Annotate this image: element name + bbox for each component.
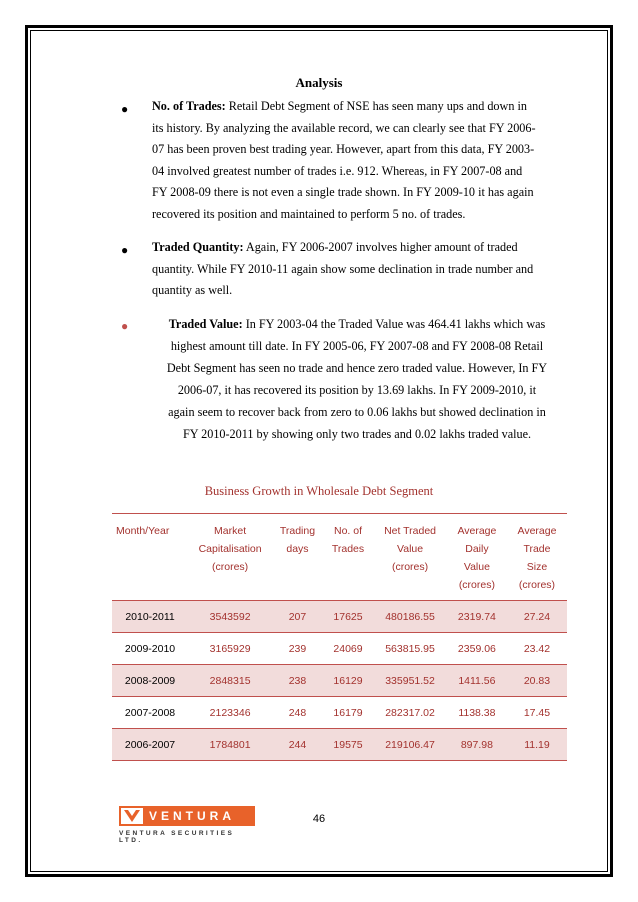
table-cell: 16129 <box>323 665 373 697</box>
table-cell: 207 <box>272 601 323 633</box>
paragraph-traded-value <box>148 313 566 445</box>
table-cell: 11.19 <box>507 729 567 761</box>
table-cell: 2008-2009 <box>112 665 188 697</box>
table-cell: 2010-2011 <box>112 601 188 633</box>
paragraph-line: Retail Debt Segment of NSE has seen many ups and down in <box>228 99 527 113</box>
table-cell: 219106.47 <box>373 729 447 761</box>
table-cell: 1784801 <box>188 729 272 761</box>
logo-subtitle: VENTURA SECURITIES LTD. <box>119 830 235 844</box>
paragraph-line: FY 2010-2011 by showing only two trades and 0.02 lakhs traded value. <box>182 427 532 441</box>
table-cell: 2848315 <box>188 665 272 697</box>
table-cell: 1138.38 <box>447 697 507 729</box>
bullet-icon: ● <box>121 102 129 116</box>
table-cell: 3165929 <box>188 633 272 665</box>
paragraph-trades <box>152 96 562 225</box>
table-row <box>112 665 567 697</box>
section-heading: Analysis <box>295 75 343 90</box>
paragraph-line: 2006-07, it has recovered its position by 13.69 lakhs. In FY 2009-2010, it <box>177 383 537 397</box>
table-cell: 244 <box>272 729 323 761</box>
table-title: Business Growth in Wholesale Debt Segment <box>204 484 434 498</box>
table-cell: 2006-2007 <box>112 729 188 761</box>
col-header-month-year: Month/Year <box>112 514 188 601</box>
table-cell: 238 <box>272 665 323 697</box>
logo-name: VENTURA <box>149 809 236 823</box>
col-header-net-traded-value: Net Traded Value (crores) <box>373 514 447 601</box>
table-cell: 1411.56 <box>447 665 507 697</box>
paragraph-line: quantity as well. <box>152 283 233 297</box>
table-cell: 248 <box>272 697 323 729</box>
table-cell: 2319.74 <box>447 601 507 633</box>
table-cell: 27.24 <box>507 601 567 633</box>
paragraph-line: highest amount till date. In FY 2005-06, FY 2007-08 and FY 2008-08 Retail <box>170 339 544 353</box>
col-header-no-of-trades: No. of Trades <box>323 514 373 601</box>
table-cell: 2009-2010 <box>112 633 188 665</box>
table-cell: 2007-2008 <box>112 697 188 729</box>
paragraph-line: again seem to recover back from zero to 0.06 lakhs but showed declination in <box>168 405 546 419</box>
table-cell: 335951.52 <box>373 665 447 697</box>
table-row <box>112 729 567 761</box>
col-header-avg-daily-value: Average Daily Value (crores) <box>447 514 507 601</box>
table-cell: 480186.55 <box>373 601 447 633</box>
col-header-avg-trade-size: Average Trade Size (crores) <box>507 514 567 601</box>
table-cell: 17625 <box>323 601 373 633</box>
table-cell: 20.83 <box>507 665 567 697</box>
col-header-trading-days: Trading days <box>272 514 323 601</box>
business-growth-table <box>112 513 567 761</box>
table-cell: 16179 <box>323 697 373 729</box>
table-cell: 239 <box>272 633 323 665</box>
paragraph-line: 07 has been proven best trading year. However, apart from this data, FY 2003- <box>152 142 535 156</box>
paragraph-line: 04 involved greatest number of trades i.e. 912. Whereas, in FY 2007-08 and <box>152 163 523 178</box>
col-header-market-cap: Market Capitalisation (crores) <box>188 514 272 601</box>
table-cell: 282317.02 <box>373 697 447 729</box>
table-cell: 563815.95 <box>373 633 447 665</box>
paragraph-line: recovered its position and maintained to perform 5 no. of trades. <box>152 206 466 221</box>
paragraph-label: Traded Value: <box>168 317 243 331</box>
paragraph-line: Debt Segment has seen no trade and hence zero traded value. However, In FY <box>166 361 548 375</box>
paragraph-line: Again, FY 2006-2007 involves higher amount of traded <box>245 240 518 254</box>
table-header-row <box>112 514 567 601</box>
table-cell: 2123346 <box>188 697 272 729</box>
bullet-icon: ● <box>121 243 129 257</box>
table-cell: 24069 <box>323 633 373 665</box>
paragraph-line: its history. By analyzing the available record, we can clearly see that FY 2006- <box>152 120 536 135</box>
table-cell: 19575 <box>323 729 373 761</box>
paragraph-line: quantity. While FY 2010-11 again show some declination in trade number and <box>152 261 534 276</box>
table-cell: 3543592 <box>188 601 272 633</box>
paragraph-line: FY 2008-09 there is not even a single trade shown. In FY 2009-10 it has again <box>152 185 534 199</box>
table-cell: 17.45 <box>507 697 567 729</box>
paragraph-line: In FY 2003-04 the Traded Value was 464.41 lakhs which was <box>245 317 546 331</box>
table-cell: 23.42 <box>507 633 567 665</box>
page-number: 46 <box>312 813 326 825</box>
table-row <box>112 697 567 729</box>
paragraph-label: No. of Trades: <box>152 99 226 113</box>
bullet-icon: ● <box>121 319 129 333</box>
paragraph-label: Traded Quantity: <box>152 240 244 254</box>
table-row <box>112 601 567 633</box>
table-row <box>112 633 567 665</box>
table-cell: 2359.06 <box>447 633 507 665</box>
table-cell: 897.98 <box>447 729 507 761</box>
paragraph-traded-quantity <box>152 237 562 302</box>
